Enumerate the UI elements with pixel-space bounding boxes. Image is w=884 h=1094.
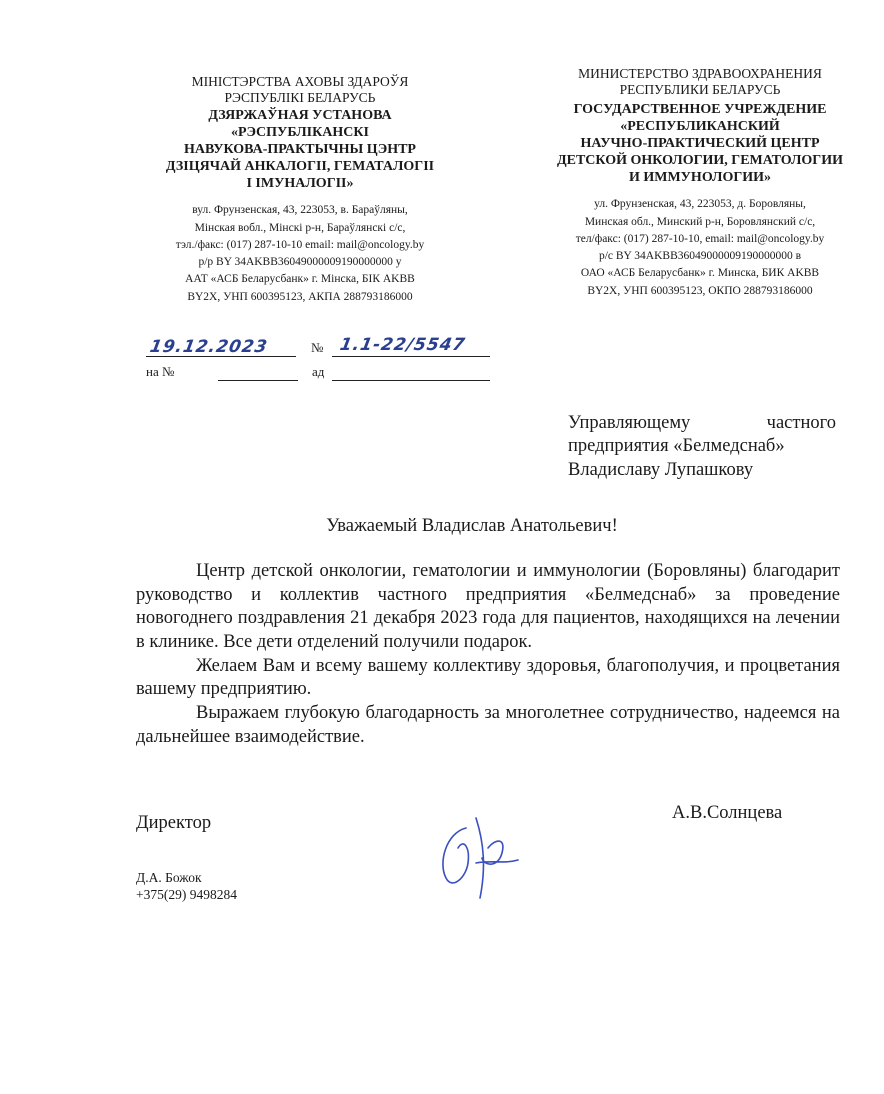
date-underline [146,356,296,357]
signatory-title: Директор [136,813,212,833]
addressee-line: Владиславу Лупашкову [568,459,754,480]
ministry-name-ru [540,66,860,98]
addressee-line: предприятия «Белмедснаб» [568,436,785,457]
address-line: BY2X, УНП 600395123, АКПА 288793186000 [187,290,413,303]
address-line: тэл./факс: (017) 287-10-10 email: mail@oncology.by [175,238,425,251]
address-line: тел/факс: (017) 287-10-10, email: mail@oncology.by [575,232,825,245]
number-label: № [311,340,324,355]
from-underline [332,380,490,381]
ministry-name-by [140,74,460,106]
signatory-name: А.В.Солнцева [672,803,783,823]
addressee-block [568,412,836,482]
address-block-by [140,202,460,306]
body-paragraph: Выражаем глубокую благодарность за многолетнее сотрудничество, надеемся на дальнейшее взаимодействие. [136,703,840,747]
address-line: р/р BY 34AKBB36049000009190000000 у [198,256,402,269]
org-line: ДЗІЦЯЧАЙ АНКАЛОГІІ, ГЕМАТАЛОГІІ [165,158,435,174]
org-line: ГОСУДАРСТВЕННОЕ УЧРЕЖДЕНИЕ [573,102,827,118]
org-line: НАУЧНО-ПРАКТИЧЕСКИЙ ЦЕНТР [580,135,820,151]
ministry-line: РЭСПУБЛІКІ БЕЛАРУСЬ [224,90,376,106]
address-line: ААТ «АСБ Беларусбанк» г. Мінска, БІК AKBB [185,273,415,286]
org-line: «РЭСПУБЛІКАНСКІ [231,125,369,141]
address-line: Мінская вобл., Мінскі р-н, Бараўлянскі с/с, [194,221,406,234]
executor-block [136,870,237,904]
registration-date: 19.12.2023 [148,337,270,357]
number-underline [332,356,490,357]
address-block-ru [540,196,860,300]
address-line: ул. Фрунзенская, 43, 223053, д. Боровляны, [594,198,806,211]
address-line: ОАО «АСБ Беларусбанк» г. Минска, БИК AKBB [580,267,820,280]
addressee-line: Управляющему частного [568,413,836,433]
org-line: ДЕТСКОЙ ОНКОЛОГИИ, ГЕМАТОЛОГИИ [557,152,843,168]
org-line: И ИММУНОЛОГИИ» [628,169,772,185]
handwritten-signature [436,808,526,908]
header-left-belarusian [140,74,460,306]
body-paragraph: Центр детской онкологии, гематологии и иммунологии (Боровляны) благодарит руководство и коллектив частного предприятия «Белмедснаб» за проведение новогоднего поздравления 21 декабря 2023 года для пациентов, находящихся на лечении в клинике. Все дети отделений получили подарок. [136,561,840,653]
ministry-line: РЕСПУБЛИКИ БЕЛАРУСЬ [619,82,781,98]
body-paragraph: Желаем Вам и всему вашему коллективу здоровья, благополучия, и процветания вашему предприятию. [136,655,840,700]
org-line: НАВУКОВА-ПРАКТЫЧНЫ ЦЭНТР [184,141,416,157]
address-line: Минская обл., Минский р-н, Боровлянский с/с, [584,215,816,228]
salutation: Уважаемый Владислав Анатольевич! [326,516,618,536]
registration-number: 1.1-22/5547 [338,335,468,355]
org-line: ДЗЯРЖАЎНАЯ УСТАНОВА [208,108,392,124]
address-line: BY2X, УНП 600395123, ОКПО 288793186000 [587,284,813,297]
ministry-line: МІНІСТЭРСТВА АХОВЫ ЗДАРОЎЯ [191,74,409,89]
from-label: ад [312,364,325,379]
header-right-russian [540,66,860,300]
ministry-line: МИНИСТЕРСТВО ЗДРАВООХРАНЕНИЯ [578,66,822,81]
address-line: вул. Фрунзенская, 43, 223053, в. Бараўляны, [192,204,408,217]
executor-phone: +375(29) 9498284 [136,886,237,902]
organization-name-by [140,108,460,192]
letter-body [136,560,840,749]
reply-label: на № [146,364,175,379]
address-line: р/с BY 34AKBB36049000009190000000 в [598,250,802,263]
org-line: І ІМУНАЛОГІІ» [246,175,354,191]
org-line: «РЕСПУБЛИКАНСКИЙ [620,119,780,135]
executor-name: Д.А. Божок [136,870,202,885]
organization-name-ru [540,102,860,186]
reply-underline [218,380,298,381]
